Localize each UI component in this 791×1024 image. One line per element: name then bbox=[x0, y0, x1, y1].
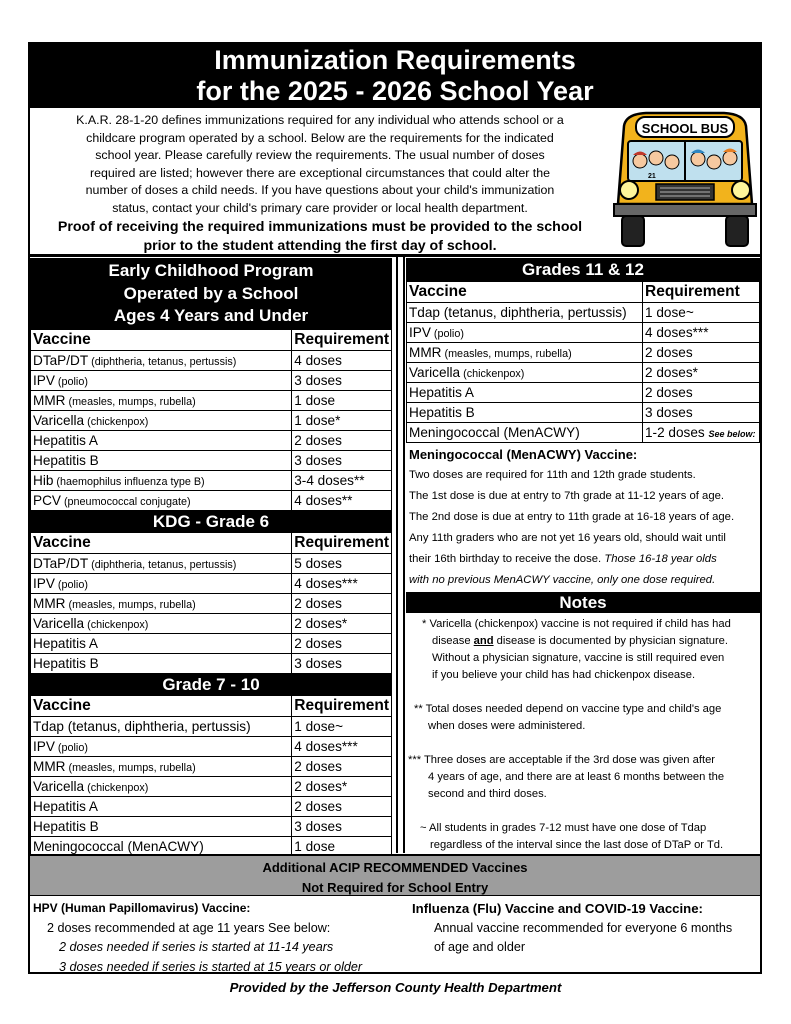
vaccine-name: Hepatitis B bbox=[33, 452, 99, 468]
requirement-value: 4 doses** bbox=[294, 492, 353, 508]
requirement-cell bbox=[292, 776, 392, 796]
table-row bbox=[31, 796, 392, 816]
requirement-value: 3 doses bbox=[294, 372, 342, 388]
requirement-value: 2 doses bbox=[294, 798, 342, 814]
note-line bbox=[422, 633, 760, 650]
requirement-cell bbox=[643, 323, 760, 343]
vaccine-detail: (pneumococcal conjugate) bbox=[60, 495, 191, 508]
bus-sign-text: SCHOOL BUS bbox=[641, 121, 729, 136]
menacwy-title: Meningococcal (MenACWY) Vaccine: bbox=[409, 447, 638, 462]
note-text: disease is documented by physician signature. bbox=[493, 635, 729, 647]
requirement-value: 2 doses* bbox=[645, 365, 698, 380]
note-line: regardless of the interval since the last dose of DTaP or Td. bbox=[430, 839, 724, 851]
table-row bbox=[31, 430, 392, 450]
intro-text bbox=[40, 112, 600, 256]
table-row bbox=[407, 303, 760, 323]
vaccine-cell bbox=[31, 390, 292, 410]
vaccine-name: Hepatitis A bbox=[33, 635, 98, 651]
vaccine-detail: (haemophilus influenza type B) bbox=[53, 475, 205, 488]
note-line: when doses were administered. bbox=[428, 720, 586, 732]
vaccine-cell bbox=[31, 796, 292, 816]
flu-line: of age and older bbox=[434, 940, 526, 954]
col-vaccine-header: Vaccine bbox=[31, 329, 292, 350]
table-row bbox=[407, 383, 760, 403]
requirement-value: 3 doses bbox=[294, 818, 342, 834]
requirement-cell bbox=[292, 633, 392, 653]
grades-11-12-heading: Grades 11 & 12 bbox=[406, 258, 760, 281]
requirement-value: 2 doses* bbox=[294, 778, 348, 794]
table-row bbox=[31, 490, 392, 510]
table-row bbox=[407, 403, 760, 423]
requirement-cell bbox=[292, 553, 392, 573]
col-vaccine-header: Vaccine bbox=[31, 532, 292, 553]
requirement-cell bbox=[292, 593, 392, 613]
hpv-italic-line: 2 doses needed if series is started at 11-14 years bbox=[59, 940, 334, 954]
vaccine-cell bbox=[407, 423, 643, 443]
note-line: ** Total doses needed depend on vaccine type and child's age bbox=[414, 703, 722, 715]
vaccine-detail: (polio) bbox=[54, 375, 88, 388]
vaccine-cell bbox=[31, 776, 292, 796]
footer-credit: Provided by the Jefferson County Health Department bbox=[229, 980, 562, 995]
vaccine-cell bbox=[31, 836, 292, 856]
table-row bbox=[31, 776, 392, 796]
grade-7-10-heading: Grade 7 - 10 bbox=[30, 674, 392, 695]
requirement-value: 4 doses*** bbox=[294, 738, 358, 754]
requirement-cell bbox=[292, 410, 392, 430]
requirement-value: 1 dose bbox=[294, 392, 336, 408]
acip-heading-line: Additional ACIP RECOMMENDED Vaccines bbox=[262, 860, 528, 875]
right-column bbox=[406, 258, 760, 854]
vaccine-cell bbox=[407, 323, 643, 343]
requirement-cell bbox=[292, 390, 392, 410]
vaccine-name: MMR bbox=[33, 595, 66, 611]
hpv-line: 2 doses recommended at age 11 years See below: bbox=[47, 920, 331, 935]
table-header-row bbox=[31, 532, 392, 553]
menacwy-text: their 16th birthday to receive the dose. bbox=[409, 553, 605, 565]
intro-line: number of doses a child needs. If you have questions about your child's immunization bbox=[85, 183, 555, 197]
vaccine-name: Varicella bbox=[33, 412, 85, 428]
menacwy-info bbox=[406, 443, 760, 591]
menacwy-italic-text: Those 16-18 year olds bbox=[604, 553, 717, 565]
vaccine-name: IPV bbox=[33, 575, 55, 591]
requirement-cell bbox=[292, 613, 392, 633]
vaccine-detail: (chickenpox) bbox=[84, 781, 149, 794]
note-line: *** Three doses are acceptable if the 3rd dose was given after bbox=[408, 754, 716, 766]
table-row bbox=[31, 756, 392, 776]
vaccine-cell bbox=[407, 303, 643, 323]
menacwy-line: Any 11th graders who are not yet 16 years old, should wait until bbox=[409, 532, 726, 544]
requirement-value: 2 doses* bbox=[294, 615, 348, 631]
hpv-italic-line: 3 doses needed if series is started at 15 years or older bbox=[59, 959, 363, 974]
school-bus-illustration bbox=[606, 108, 758, 250]
note-line: * Varicella (chickenpox) vaccine is not required if child has had bbox=[422, 618, 731, 630]
proof-notice bbox=[40, 218, 600, 256]
note-line: if you believe your child has had chickenpox disease. bbox=[432, 669, 696, 681]
requirement-value: 3 doses bbox=[294, 655, 342, 671]
requirement-cell bbox=[643, 363, 760, 383]
vaccine-cell bbox=[31, 470, 292, 490]
title-line-1: Immunization Requirements bbox=[214, 45, 576, 75]
requirement-value: 4 doses bbox=[294, 352, 342, 368]
vaccine-name: MMR bbox=[33, 392, 66, 408]
intro-line: childcare program operated by a school. Below are the requirements for the indicated bbox=[86, 130, 554, 145]
acip-heading bbox=[30, 854, 760, 896]
menacwy-line: The 1st dose is due at entry to 7th grade at 11-12 years of age. bbox=[409, 490, 725, 502]
note-line: 4 years of age, and there are at least 6 months between the bbox=[428, 771, 725, 783]
requirement-cell bbox=[292, 450, 392, 470]
requirement-value: 3 doses bbox=[645, 405, 693, 420]
kdg-table bbox=[30, 532, 392, 674]
vaccine-name: DTaP/DT bbox=[33, 352, 89, 368]
flu-covid-section bbox=[412, 899, 757, 958]
vaccine-name: IPV bbox=[409, 325, 431, 340]
requirement-cell bbox=[292, 470, 392, 490]
hpv-section bbox=[33, 899, 403, 977]
vaccine-name: Tdap (tetanus, diphtheria, pertussis) bbox=[33, 718, 251, 734]
column-divider bbox=[396, 257, 405, 853]
vaccine-cell bbox=[407, 403, 643, 423]
vaccine-detail: (chickenpox) bbox=[84, 415, 149, 428]
early-childhood-table bbox=[30, 329, 392, 511]
col-requirement-header: Requirement bbox=[292, 532, 392, 553]
table-row bbox=[31, 593, 392, 613]
intro-divider bbox=[28, 254, 762, 257]
vaccine-name: Hepatitis A bbox=[409, 385, 474, 400]
requirement-value: 3 doses bbox=[294, 452, 342, 468]
vaccine-name: Varicella bbox=[33, 778, 85, 794]
col-requirement-header: Requirement bbox=[643, 282, 760, 303]
notes-list bbox=[406, 613, 760, 854]
table-row bbox=[31, 836, 392, 856]
vaccine-name: Varicella bbox=[409, 365, 461, 380]
vaccine-detail: (chickenpox) bbox=[84, 618, 149, 631]
vaccine-cell bbox=[31, 593, 292, 613]
vaccine-name: DTaP/DT bbox=[33, 555, 89, 571]
vaccine-name: Hepatitis B bbox=[33, 818, 99, 834]
requirement-cell bbox=[292, 716, 392, 736]
vaccine-name: IPV bbox=[33, 372, 55, 388]
vaccine-cell bbox=[31, 573, 292, 593]
vaccine-name: Meningococcal (MenACWY) bbox=[409, 425, 580, 440]
grades-11-12-table bbox=[406, 281, 760, 443]
requirement-cell bbox=[643, 383, 760, 403]
table-row bbox=[31, 716, 392, 736]
vaccine-name: Hepatitis B bbox=[409, 405, 475, 420]
note-emphasis: and bbox=[473, 635, 494, 647]
vaccine-detail: (chickenpox) bbox=[460, 368, 525, 380]
requirement-value: 4 doses*** bbox=[294, 575, 358, 591]
proof-line-2: prior to the student attending the first day of school. bbox=[143, 238, 497, 254]
vaccine-cell bbox=[31, 350, 292, 370]
vaccine-detail: (measles, mumps, rubella) bbox=[65, 395, 196, 408]
table-row bbox=[31, 450, 392, 470]
kdg-heading: KDG - Grade 6 bbox=[30, 511, 392, 532]
requirement-cell bbox=[292, 796, 392, 816]
table-row bbox=[31, 470, 392, 490]
vaccine-cell bbox=[407, 343, 643, 363]
requirement-value: 2 doses bbox=[294, 432, 342, 448]
vaccine-cell bbox=[31, 410, 292, 430]
table-row bbox=[407, 343, 760, 363]
table-row bbox=[31, 633, 392, 653]
col-vaccine-header: Vaccine bbox=[407, 282, 643, 303]
col-requirement-header: Requirement bbox=[292, 695, 392, 716]
requirement-cell bbox=[643, 423, 760, 443]
vaccine-detail: (measles, mumps, rubella) bbox=[65, 761, 196, 774]
table-row bbox=[31, 390, 392, 410]
requirement-cell bbox=[643, 403, 760, 423]
requirement-cell bbox=[292, 736, 392, 756]
menacwy-line bbox=[406, 549, 760, 570]
vaccine-detail: (measles, mumps, rubella) bbox=[441, 348, 572, 360]
flu-line: Annual vaccine recommended for everyone 6 months bbox=[434, 920, 733, 935]
proof-line-1: Proof of receiving the required immunizations must be provided to the school bbox=[57, 219, 583, 235]
requirement-value: 2 doses bbox=[645, 385, 693, 400]
vaccine-name: Hepatitis A bbox=[33, 432, 98, 448]
intro-line: school year. Please carefully review the requirements. The usual number of doses bbox=[95, 148, 545, 162]
vaccine-name: Hepatitis A bbox=[33, 798, 98, 814]
requirement-note: See below: bbox=[708, 429, 756, 439]
acip-heading-line: Not Required for School Entry bbox=[301, 880, 489, 895]
vaccine-cell bbox=[31, 450, 292, 470]
requirement-value: 1 dose~ bbox=[294, 718, 344, 734]
vaccine-cell bbox=[31, 370, 292, 390]
vaccine-detail: (diphtheria, tetanus, pertussis) bbox=[88, 355, 237, 368]
left-column bbox=[30, 258, 392, 857]
menacwy-italic-text: with no previous MenACWY vaccine, only one dose required. bbox=[409, 574, 716, 586]
vaccine-detail: (polio) bbox=[54, 741, 88, 754]
intro-line: status, contact your child's primary care provider or local health department. bbox=[112, 200, 528, 215]
requirement-value: 2 doses bbox=[294, 758, 342, 774]
flu-title: Influenza (Flu) Vaccine and COVID-19 Vaccine: bbox=[412, 901, 703, 916]
requirement-cell bbox=[292, 573, 392, 593]
vaccine-name: Hepatitis B bbox=[33, 655, 99, 671]
vaccine-cell bbox=[31, 553, 292, 573]
note-varicella bbox=[406, 616, 760, 684]
requirement-cell bbox=[292, 653, 392, 673]
vaccine-cell bbox=[31, 653, 292, 673]
vaccine-name: Hib bbox=[33, 472, 54, 488]
early-childhood-heading bbox=[30, 258, 392, 329]
note-text: disease bbox=[432, 635, 474, 647]
intro-line: required are listed; however there are exceptional circumstances that could alter the bbox=[89, 165, 551, 180]
note-total-doses bbox=[406, 701, 760, 735]
col-requirement-header: Requirement bbox=[292, 329, 392, 350]
vaccine-cell bbox=[31, 756, 292, 776]
requirement-cell bbox=[292, 370, 392, 390]
vaccine-cell bbox=[31, 490, 292, 510]
requirement-value: 1 dose* bbox=[294, 412, 341, 428]
menacwy-line bbox=[406, 570, 760, 591]
requirement-value: 1-2 doses bbox=[645, 425, 709, 440]
table-row bbox=[31, 653, 392, 673]
table-row bbox=[407, 323, 760, 343]
vaccine-name: Varicella bbox=[33, 615, 85, 631]
vaccine-cell bbox=[31, 816, 292, 836]
requirement-cell bbox=[292, 816, 392, 836]
table-row bbox=[407, 423, 760, 443]
requirement-cell bbox=[643, 343, 760, 363]
note-three-doses bbox=[406, 752, 760, 803]
vaccine-name: Tdap (tetanus, diphtheria, pertussis) bbox=[409, 305, 627, 320]
intro-line: K.A.R. 28-1-20 defines immunizations required for any individual who attends school or a bbox=[76, 113, 564, 127]
note-line: Without a physician signature, vaccine is still required even bbox=[432, 652, 725, 664]
col-vaccine-header: Vaccine bbox=[31, 695, 292, 716]
table-row bbox=[31, 573, 392, 593]
grade-7-10-table bbox=[30, 695, 392, 857]
menacwy-line: The 2nd dose is due at entry to 11th grade at 16-18 years of age. bbox=[409, 511, 735, 523]
requirement-value: 4 doses*** bbox=[645, 325, 709, 340]
vaccine-detail: (diphtheria, tetanus, pertussis) bbox=[88, 558, 237, 571]
vaccine-name: MMR bbox=[33, 758, 66, 774]
vaccine-cell bbox=[31, 633, 292, 653]
requirement-value: 1 dose~ bbox=[645, 305, 694, 320]
bus-number: 21 bbox=[648, 173, 656, 180]
vaccine-name: PCV bbox=[33, 492, 61, 508]
requirement-cell bbox=[292, 350, 392, 370]
vaccine-cell bbox=[407, 363, 643, 383]
vaccine-cell bbox=[31, 430, 292, 450]
table-row bbox=[31, 816, 392, 836]
heading-line: Ages 4 Years and Under bbox=[113, 306, 309, 325]
requirement-cell bbox=[292, 490, 392, 510]
notes-heading: Notes bbox=[406, 592, 760, 613]
vaccine-name: Meningococcal (MenACWY) bbox=[33, 838, 204, 854]
note-tdap bbox=[406, 820, 760, 854]
hpv-title: HPV (Human Papillomavirus) Vaccine: bbox=[33, 901, 251, 915]
table-row bbox=[31, 370, 392, 390]
table-row bbox=[407, 363, 760, 383]
table-row bbox=[31, 553, 392, 573]
vaccine-detail: (measles, mumps, rubella) bbox=[65, 598, 196, 611]
vaccine-cell bbox=[31, 716, 292, 736]
table-header-row bbox=[31, 329, 392, 350]
note-line: second and third doses. bbox=[428, 788, 547, 800]
heading-line: Early Childhood Program bbox=[108, 261, 314, 280]
note-line: ~ All students in grades 7-12 must have one dose of Tdap bbox=[420, 822, 707, 834]
table-header-row bbox=[31, 695, 392, 716]
vaccine-name: IPV bbox=[33, 738, 55, 754]
table-row bbox=[31, 350, 392, 370]
vaccine-cell bbox=[31, 736, 292, 756]
page-title bbox=[28, 42, 762, 108]
table-header-row bbox=[407, 282, 760, 303]
table-row bbox=[31, 613, 392, 633]
requirement-value: 2 doses bbox=[645, 345, 693, 360]
requirement-value: 2 doses bbox=[294, 635, 342, 651]
requirement-value: 3-4 doses** bbox=[294, 472, 365, 488]
requirement-cell bbox=[292, 430, 392, 450]
title-line-2: for the 2025 - 2026 School Year bbox=[196, 76, 594, 106]
requirement-value: 5 doses bbox=[294, 555, 342, 571]
vaccine-cell bbox=[407, 383, 643, 403]
requirement-value: 1 dose bbox=[294, 838, 336, 854]
table-row bbox=[31, 410, 392, 430]
requirement-cell bbox=[643, 303, 760, 323]
requirement-cell bbox=[292, 836, 392, 856]
vaccine-cell bbox=[31, 613, 292, 633]
vaccine-detail: (polio) bbox=[430, 328, 464, 340]
vaccine-detail: (polio) bbox=[54, 578, 88, 591]
requirement-cell bbox=[292, 756, 392, 776]
heading-line: Operated by a School bbox=[123, 283, 299, 303]
table-row bbox=[31, 736, 392, 756]
requirement-value: 2 doses bbox=[294, 595, 342, 611]
menacwy-line: Two doses are required for 11th and 12th grade students. bbox=[409, 469, 696, 481]
vaccine-name: MMR bbox=[409, 345, 442, 360]
